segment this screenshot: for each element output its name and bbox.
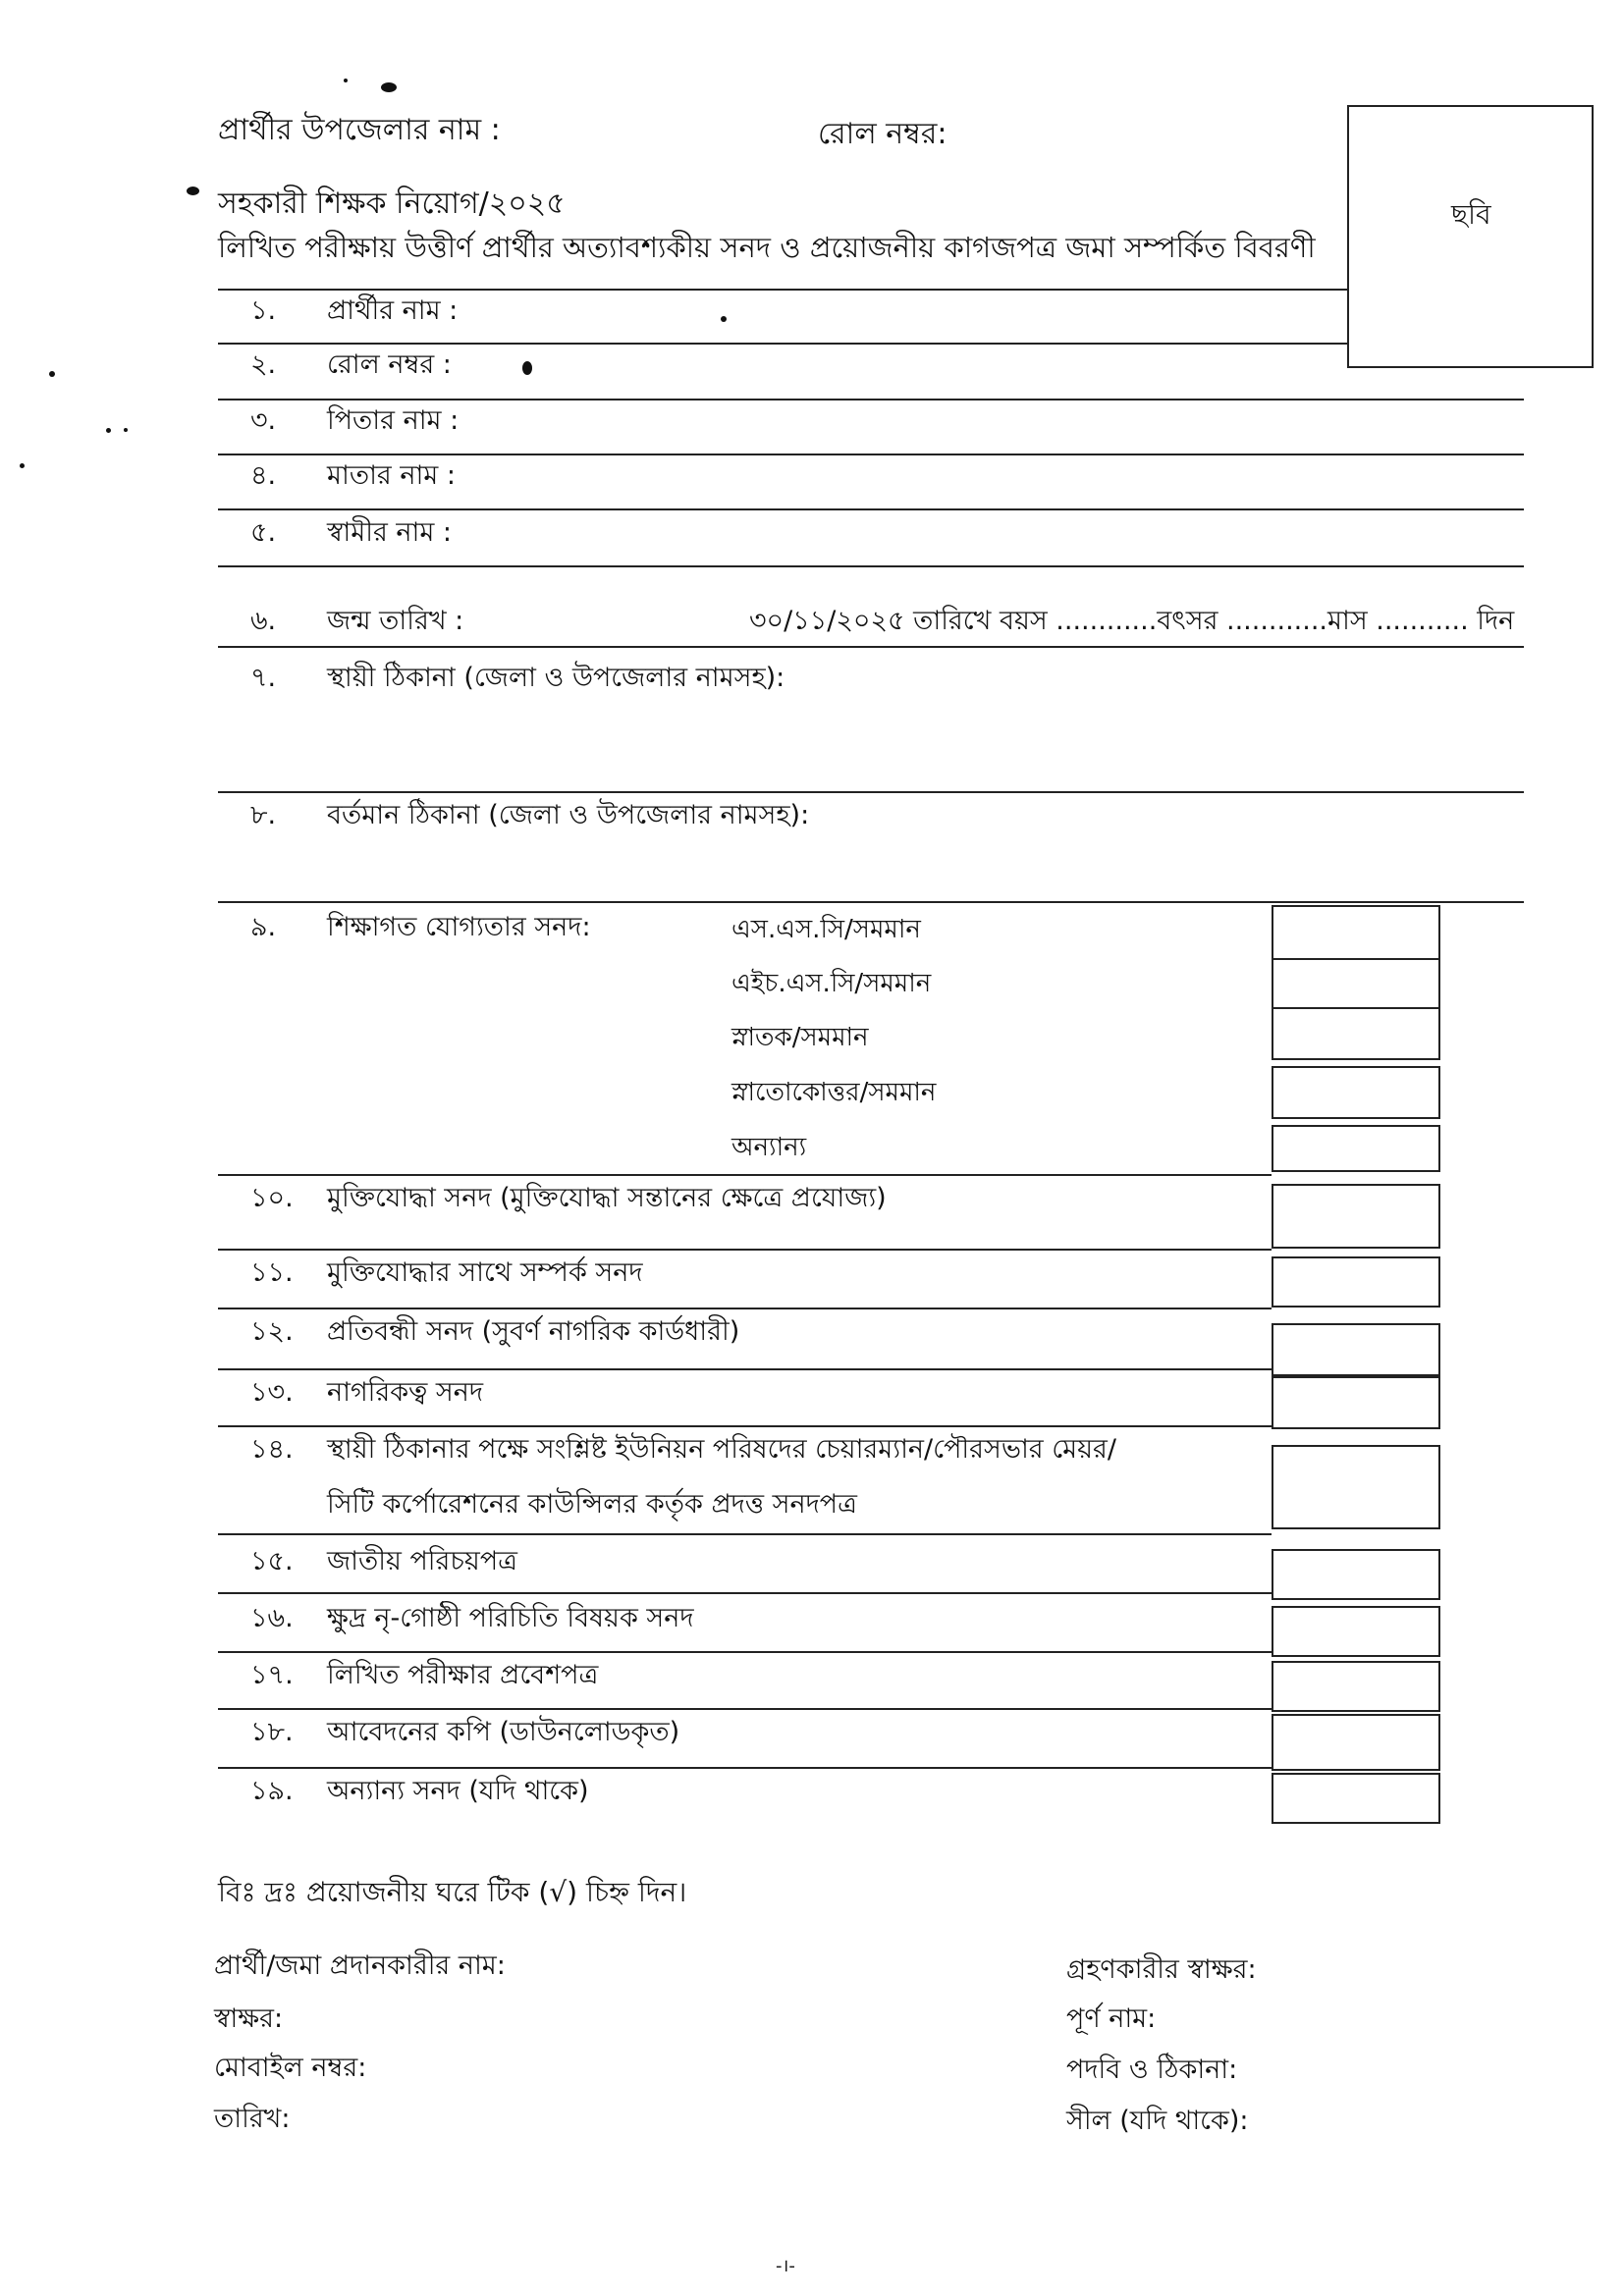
rule-line [218, 1249, 1272, 1251]
scan-speck [522, 361, 532, 375]
checkbox-application-copy[interactable] [1272, 1714, 1440, 1771]
field-label-candidate-name: প্রার্থীর নাম : [327, 295, 459, 326]
field-label-permanent-address: স্থায়ী ঠিকানা (জেলা ও উপজেলার নামসহ): [327, 663, 785, 693]
field-number: ১৫. [250, 1546, 294, 1576]
cert-other: অন্যান্য সনদ (যদি থাকে) [327, 1776, 589, 1806]
rule-line [218, 565, 1524, 567]
rule-line [218, 791, 1524, 793]
field-number: ৯. [250, 912, 277, 942]
rule-line [218, 1533, 1272, 1535]
photo-box[interactable] [1347, 105, 1594, 368]
checkbox-other-certificate[interactable] [1272, 1773, 1440, 1824]
scan-speck [381, 82, 397, 92]
field-number: ১৬. [250, 1603, 294, 1633]
title-line-2: লিখিত পরীক্ষায় উত্তীর্ণ প্রার্থীর অত্যাবশ্যকীয় সনদ ও প্রয়োজনীয় কাগজপত্র জমা সম্পর্কিত বিবরণী [218, 231, 1316, 264]
checkbox-admit-card[interactable] [1272, 1661, 1440, 1712]
photo-label: ছবি [1451, 198, 1491, 231]
cert-freedom-fighter: মুক্তিযোদ্ধা সনদ (মুক্তিযোদ্ধা সন্তানের ক্ষেত্রে প্রযোজ্য) [327, 1183, 887, 1213]
education-label: শিক্ষাগত যোগ্যতার সনদ: [327, 912, 591, 942]
cert-permanent-address: স্থায়ী ঠিকানার পক্ষে সংশ্লিষ্ট ইউনিয়ন পরিষদের চেয়ারম্যান/পৌরসভার মেয়র/ [327, 1434, 1117, 1465]
field-number: ৩. [250, 405, 277, 436]
education-item-hsc: এইচ.এস.সি/সমমান [731, 969, 932, 998]
rule-line [218, 646, 1524, 648]
note-text: বিঃ দ্রঃ প্রয়োজনীয় ঘরে টিক (√) চিহ্ন দিন। [218, 1876, 687, 1908]
field-number: ১১. [250, 1257, 294, 1288]
field-number: ২. [250, 349, 277, 380]
rule-line [218, 1767, 1272, 1769]
checkbox-national-id[interactable] [1272, 1549, 1440, 1600]
field-number: ১. [250, 295, 277, 326]
rule-line [218, 1368, 1272, 1370]
checkbox-disability[interactable] [1272, 1323, 1440, 1376]
checkbox-freedom-fighter[interactable] [1272, 1184, 1440, 1249]
field-label-birth-date: জন্ম তারিখ : [327, 606, 464, 636]
field-number: ১৩. [250, 1377, 294, 1408]
field-number: ৮. [250, 800, 277, 830]
upazila-label: প্রার্থীর উপজেলার নাম : [218, 113, 501, 147]
checkbox-other[interactable] [1272, 1125, 1440, 1172]
rule-line [218, 901, 1524, 903]
field-number: ১৮. [250, 1717, 294, 1747]
rule-line [218, 1592, 1272, 1594]
checkbox-ethnic-minority[interactable] [1272, 1606, 1440, 1657]
field-label-roll-number: রোল নম্বর : [327, 349, 452, 380]
scan-speck [124, 428, 128, 432]
education-item-masters: স্নাতোকোত্তর/সমমান [731, 1078, 937, 1107]
field-number: ১৭. [250, 1660, 294, 1690]
field-number: ১০. [250, 1183, 294, 1213]
receiver-designation-label: পদবি ও ঠিকানা: [1066, 2055, 1238, 2085]
field-number: ১৪. [250, 1434, 294, 1465]
field-label-mother-name: মাতার নাম : [327, 460, 456, 491]
rule-line [218, 1308, 1272, 1309]
checkbox-masters[interactable] [1272, 1066, 1440, 1119]
checkbox-hsc[interactable] [1272, 958, 1440, 1009]
checkbox-permanent-address[interactable] [1272, 1445, 1440, 1529]
cert-national-id: জাতীয় পরিচয়পত্র [327, 1546, 518, 1576]
receiver-seal-label: সীল (যদি থাকে): [1066, 2106, 1249, 2136]
page-number: -।- [776, 2256, 795, 2276]
cert-permanent-address-line2: সিটি কর্পোরেশনের কাউন্সিলর কর্তৃক প্রদত্ত সনদপত্র [327, 1489, 857, 1520]
education-item-bachelor: স্নাতক/সমমান [731, 1023, 869, 1052]
roll-number-label: রোল নম্বর: [818, 117, 947, 151]
cert-disability: প্রতিবন্ধী সনদ (সুবর্ণ নাগরিক কার্ডধারী) [327, 1316, 740, 1347]
checkbox-bachelor[interactable] [1272, 1007, 1440, 1060]
field-number: ১২. [250, 1316, 294, 1347]
education-item-ssc: এস.এস.সি/সমমান [731, 915, 921, 944]
scan-speck [20, 463, 25, 468]
rule-line [218, 508, 1524, 510]
rule-line [218, 1425, 1272, 1427]
field-number: ৫. [250, 517, 277, 548]
field-number: ৭. [250, 663, 277, 693]
checkbox-ssc[interactable] [1272, 905, 1440, 960]
age-calculation-text: ৩০/১১/২০২৫ তারিখে বয়স ............বৎসর ............মাস ........... দিন [749, 606, 1515, 636]
receiver-full-name-label: পূর্ণ নাম: [1066, 2003, 1157, 2034]
receiver-signature-label: গ্রহণকারীর স্বাক্ষর: [1066, 1954, 1257, 1985]
field-number: ৬. [250, 606, 277, 636]
cert-citizenship: নাগরিকত্ব সনদ [327, 1377, 484, 1408]
scan-speck [106, 428, 111, 433]
scan-speck [344, 79, 348, 82]
field-number: ৪. [250, 460, 277, 491]
scan-speck [49, 371, 55, 377]
submitter-name-label: প্রার্থী/জমা প্রদানকারীর নাম: [214, 1950, 506, 1981]
checkbox-freedom-fighter-relation[interactable] [1272, 1256, 1440, 1308]
scan-speck [187, 187, 199, 195]
field-label-father-name: পিতার নাম : [327, 405, 460, 436]
scan-speck [721, 316, 727, 322]
cert-freedom-fighter-relation: মুক্তিযোদ্ধার সাথে সম্পর্ক সনদ [327, 1257, 643, 1288]
checkbox-citizenship[interactable] [1272, 1376, 1440, 1429]
rule-line [218, 1651, 1272, 1653]
submitter-mobile-label: মোবাইল নম্বর: [214, 2053, 367, 2083]
submitter-signature-label: স্বাক্ষর: [214, 2003, 284, 2034]
submitter-date-label: তারিখ: [214, 2104, 291, 2134]
field-label-present-address: বর্তমান ঠিকানা (জেলা ও উপজেলার নামসহ): [327, 800, 810, 830]
education-item-other: অন্যান্য [731, 1133, 807, 1162]
field-label-husband-name: স্বামীর নাম : [327, 517, 453, 548]
rule-line [218, 1708, 1272, 1710]
rule-line [218, 1174, 1272, 1176]
cert-admit-card: লিখিত পরীক্ষার প্রবেশপত্র [327, 1660, 599, 1690]
field-number: ১৯. [250, 1776, 294, 1806]
title-line-1: সহকারী শিক্ষক নিয়োগ/২০২৫ [218, 187, 566, 221]
cert-ethnic-minority: ক্ষুদ্র নৃ-গোষ্ঠী পরিচিতি বিষয়ক সনদ [327, 1603, 694, 1633]
cert-application-copy: আবেদনের কপি (ডাউনলোডকৃত) [327, 1717, 680, 1747]
